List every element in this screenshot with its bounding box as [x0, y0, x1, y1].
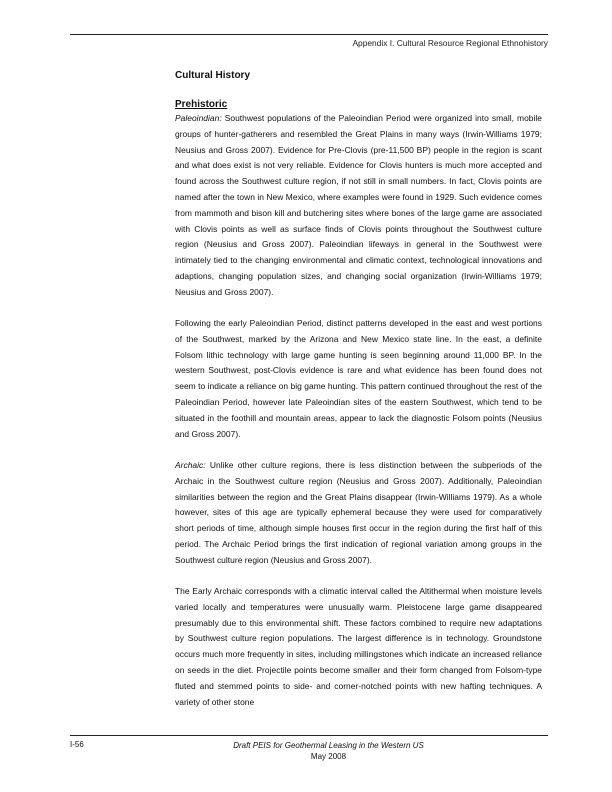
- footer-document-title: Draft PEIS for Geothermal Leasing in the Western US: [233, 741, 424, 750]
- running-header-title: Appendix I. Cultural Resource Regional Ethnohistory: [352, 38, 548, 48]
- paragraph-text: The Early Archaic corresponds with a climatic interval called the Altithermal when moisture levels varied locally and temperatures were unusually warm. Pleistocene large game disappeared presumably due to this environmental shift. These factors combined to require new adaptations by Southwest culture region populations. The largest difference is in technology. Groundstone occurs much more frequently in sites, including millingstones which indicate an increased reliance on seeds in the diet. Projectile points become smaller and their form changed from Folsom-type fluted and stemmed points to side- and corner-notched points with new hafting techniques. A variety of other stone: [175, 586, 542, 707]
- paragraph-paleoindian: [175, 111, 542, 301]
- footer-rule: [70, 735, 548, 736]
- paragraph-early-archaic: [175, 584, 542, 710]
- footer-date: May 2008: [310, 752, 347, 761]
- page-number: I-56: [70, 740, 84, 749]
- paragraph-text: Unlike other culture regions, there is less distinction between the subperiods of the Archaic in the Southwest culture region (Neusius and Gross 2007). Additionally, Paleoindian similarities between the region and the Great Plains disappear (Irwin-Williams 1979). As a whole however, sites of this age are typically ephemeral because they were used for comparatively short periods of time, although simple houses first occur in the region during the first half of this period. The Archaic Period brings the first indication of regional variation among groups in the Southwest culture region (Neusius and Gross 2007).: [175, 459, 542, 565]
- section-title: Cultural History: [175, 70, 251, 81]
- header-rule: [70, 34, 548, 35]
- paragraph-text: Following the early Paleoindian Period, distinct patterns developed in the east and west portions of the Southwest, marked by the Arizona and New Mexico state line. In the east, a definite Folsom lithic technology with large game hunting is seen beginning around 11,000 BP. In the western Southwest, post-Clovis evidence is rare and what evidence has been found does not seem to indicate a reliance on big game hunting. This pattern continued throughout the rest of the Paleoindian Period, however late Paleoindian sites of the eastern Southwest, which tend to be situated in the foothill and mountain areas, appear to lack the diagnostic Folsom points (Neusius and Gross 2007).: [175, 318, 542, 439]
- subheading-prehistoric: Prehistoric: [175, 99, 228, 110]
- paragraph-post-paleoindian: [175, 316, 542, 442]
- footer-document-info: [175, 740, 482, 762]
- paragraph-lead-archaic: Archaic:: [175, 459, 206, 470]
- paragraph-archaic: [175, 458, 542, 569]
- page-content: [175, 70, 542, 710]
- paragraph-text: Southwest populations of the Paleoindian Period were organized into small, mobile groups of hunter-gatherers and resembled the Great Plains in many ways (Irwin-Williams 1979; Neusius and Gross 2007). Evidence for Pre-Clovis (pre-11,500 BP) people in the region is scant and what does exist is not very reliable. Evidence for Clovis hunters is much more accepted and found across the Southwest culture region, if not still in small numbers. In fact, Clovis points are named after the town in New Mexico, where examples were found in 1929. Such evidence comes from mammoth and bison kill and butchering sites where bones of the large game are associated with Clovis points as well as surface finds of Clovis points throughout the Southwest culture region (Neusius and Gross 2007). Paleoindian lifeways in general in the Southwest were intimately tied to the changing environmental and climatic context, technological innovations and adaptions, changing population sizes, and changing social organization (Irwin-Williams 1979; Neusius and Gross 2007).: [175, 113, 542, 297]
- paragraph-lead-paleoindian: Paleoindian:: [175, 113, 222, 123]
